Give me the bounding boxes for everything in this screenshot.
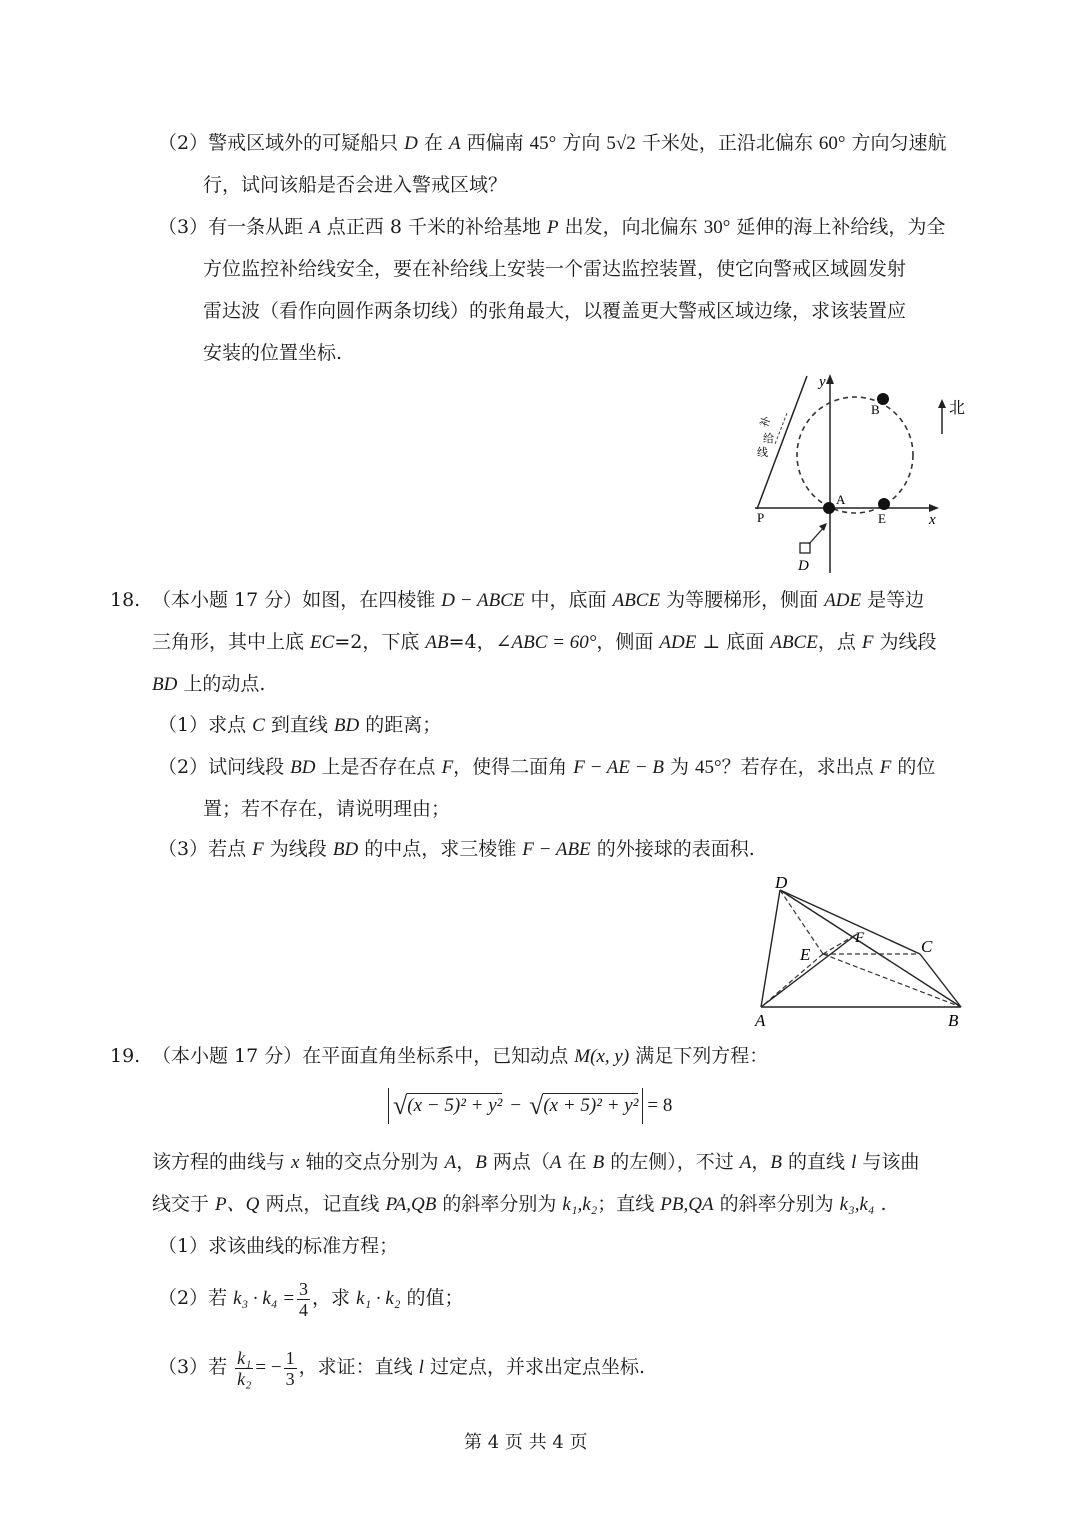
label-F: F: [855, 930, 865, 946]
text: 中，底面: [524, 589, 613, 611]
math-lines2: PB,QA: [660, 1194, 714, 1215]
text: 在: [417, 132, 449, 154]
text: （3）若: [158, 1356, 234, 1378]
math-B: B: [475, 1152, 487, 1173]
text: 为线段: [263, 838, 333, 860]
text: 上的动点.: [177, 673, 266, 695]
sqrt-sign: √: [529, 1091, 544, 1120]
math-A: A: [444, 1152, 457, 1173]
q17-part2-line1: [158, 130, 947, 157]
math-lines1: PA,QB: [385, 1194, 437, 1215]
math-k34: k₃,k₄: [839, 1194, 875, 1215]
math-face: ADE: [659, 632, 697, 653]
label-B: B: [948, 1011, 959, 1030]
text: 点正西 8 千米的补给基地: [320, 216, 547, 238]
abs-bar-right: [642, 1088, 643, 1124]
angle-60: 60°: [818, 133, 846, 154]
math-BD: BD: [152, 674, 178, 695]
text: （3）有一条从距: [158, 216, 310, 238]
text: 西偏南: [460, 132, 530, 154]
math-PQ: P、Q: [215, 1194, 260, 1215]
math-P: P: [547, 217, 559, 238]
page-footer: 第 4 页 共 4 页: [464, 1432, 588, 1453]
math-A: A: [309, 217, 321, 238]
sqrt-left: (x − 5)² + y²: [407, 1095, 503, 1116]
q18-figure: [745, 872, 975, 1032]
q19-line2: [152, 1149, 919, 1176]
math-F: F: [879, 757, 892, 778]
math-pyramid: D − ABCE: [441, 590, 525, 611]
math-x: x: [291, 1152, 300, 1173]
text: =2，下底: [334, 631, 426, 653]
math-l: l: [851, 1152, 857, 1173]
label-A: A: [836, 492, 846, 507]
q17-part3-line4: 安装的位置坐标.: [203, 342, 343, 364]
text: ，: [751, 1151, 771, 1173]
text: ，: [456, 1151, 476, 1173]
math-F: F: [441, 757, 454, 778]
angle-45: 45°: [695, 757, 722, 778]
fraction-1-3: [284, 1348, 297, 1389]
label-A: A: [755, 1011, 766, 1030]
text: 轴的交点分别为: [299, 1151, 445, 1173]
text: 的值；: [400, 1287, 464, 1309]
edge-EF: [823, 934, 857, 954]
text: 上是否存在点: [315, 756, 442, 778]
label-x: x: [929, 512, 936, 528]
frac-num: 3: [299, 1278, 309, 1299]
math-base: ABCE: [770, 632, 818, 653]
text: （3）若点: [158, 838, 253, 860]
math-F: F: [861, 632, 874, 653]
math-A: A: [448, 133, 461, 154]
text: 线交于: [152, 1193, 216, 1215]
edge-DA: [761, 890, 780, 1007]
label-B: B: [871, 402, 880, 417]
supply-char1: 补: [758, 414, 774, 430]
q18-line1: [152, 587, 924, 614]
text: （本小题 17 分）在平面直角坐标系中，已知动点: [152, 1045, 575, 1067]
label-D: D: [798, 558, 809, 574]
math-base: ABCE: [612, 590, 661, 611]
fraction-k1-k2: [235, 1348, 253, 1389]
math-A: A: [549, 1152, 562, 1173]
text: ，使得二面角: [453, 756, 574, 778]
text: 千米处，正沿北偏东: [635, 132, 819, 154]
text: （2）警戒区域外的可疑船只: [158, 132, 405, 154]
math-A: A: [739, 1152, 752, 1173]
text: 为等腰梯形，侧面: [660, 589, 825, 611]
math-dihedral: F − AE − B: [573, 757, 664, 778]
q18-line2: [152, 629, 937, 656]
q18-line3: [152, 671, 265, 698]
x-axis-arrow: [929, 504, 939, 512]
q19-sub1: （1）求该曲线的标准方程；: [158, 1235, 399, 1257]
math-k34: k₃ · k₄ =: [233, 1288, 296, 1309]
math-face: ADE: [824, 590, 862, 611]
supply-char3: 线: [757, 447, 768, 459]
q17-figure: [745, 368, 985, 578]
label-E: E: [878, 511, 886, 526]
q18-number: 18.: [110, 589, 141, 611]
text: 该方程的曲线与: [152, 1151, 292, 1173]
text: =4，: [448, 631, 496, 653]
frac-den: k₂: [237, 1368, 252, 1389]
math-M: M(x, y): [574, 1046, 630, 1067]
math-l: l: [418, 1357, 424, 1378]
q18-sub1: [158, 712, 441, 739]
text: 的直线: [782, 1151, 852, 1173]
text: 三角形，其中上底: [152, 631, 311, 653]
text: 的位: [891, 756, 936, 778]
frac-den: 4: [299, 1299, 309, 1320]
math-k12: k₁ · k₂: [356, 1288, 401, 1309]
text: 到直线: [264, 714, 334, 736]
text: （2）若: [158, 1287, 234, 1309]
q18-sub3: [158, 836, 755, 863]
label-C: C: [921, 937, 933, 956]
math-B: B: [592, 1152, 605, 1173]
text: 在: [561, 1151, 593, 1173]
frac-num: 1: [285, 1347, 295, 1368]
angle-45: 45°: [529, 133, 557, 154]
q19-sub2: [158, 1276, 463, 1320]
warning-circle: [797, 397, 913, 513]
text: 的斜率分别为: [436, 1193, 563, 1215]
distance: 5√2: [606, 133, 636, 154]
text: 的外接球的表面积.: [590, 838, 755, 860]
math-angle: ∠ABC = 60°: [495, 632, 597, 653]
math-BD: BD: [332, 839, 359, 860]
edge-CB: [920, 954, 961, 1007]
y-axis-arrow: [826, 374, 834, 384]
text: 与该曲: [856, 1151, 920, 1173]
supply-char2: 给: [763, 433, 774, 445]
q17-part2-line2: 行，试问该船是否会进入警戒区域？: [203, 174, 508, 196]
text: （本小题 17 分）如图，在四棱锥: [152, 589, 442, 611]
math-F: F: [252, 839, 264, 860]
text: ⊥ 底面: [696, 631, 771, 653]
q18-sub2-line2: 置；若不存在，请说明理由；: [203, 798, 451, 820]
math-EC: EC: [310, 632, 335, 653]
q19-line3: [152, 1191, 887, 1218]
q19-line1: [152, 1043, 768, 1070]
abs-bar-left: [388, 1088, 389, 1124]
label-E: E: [800, 945, 811, 964]
math-D: D: [404, 133, 418, 154]
text: 方向匀速航: [845, 132, 947, 154]
sqrt-sign: √: [393, 1091, 408, 1120]
text: 过定点，并求出定点坐标.: [423, 1356, 645, 1378]
math-k12: k₁,k₂: [562, 1194, 598, 1215]
text: 满足下列方程：: [629, 1045, 769, 1067]
text: 的距离；: [359, 714, 442, 736]
text: ？若存在，求出点: [721, 756, 880, 778]
frac-num: k₁: [237, 1347, 252, 1368]
point-A: [823, 502, 835, 514]
text: 为: [663, 756, 696, 778]
text: ，侧面: [596, 631, 660, 653]
text: （1）求点: [158, 714, 253, 736]
label-D: D: [775, 873, 788, 892]
text: ，求: [312, 1287, 357, 1309]
math-B: B: [770, 1152, 782, 1173]
text: 出发，向北偏东: [558, 216, 704, 238]
text: ；直线: [597, 1193, 661, 1215]
q19-sub3: [158, 1343, 645, 1391]
sqrt-right: (x + 5)² + y²: [543, 1095, 639, 1116]
text: （2）试问线段: [158, 756, 291, 778]
text: ，点: [817, 631, 862, 653]
q19-number: 19.: [110, 1045, 141, 1067]
text: ，求证：直线: [298, 1356, 419, 1378]
angle-30: 30°: [703, 217, 731, 238]
text: 两点（: [486, 1151, 550, 1173]
math-BD: BD: [333, 715, 360, 736]
ship-D: [800, 543, 810, 553]
q17-part3-line1: [158, 214, 945, 241]
q17-part3-line3: 雷达波（看作向圆作两条切线）的张角最大，以覆盖更大警戒区域边缘，求该装置应: [203, 300, 907, 322]
q17-part3-line2: 方位监控补给线安全，要在补给线上安装一个雷达监控装置，使它向警戒区域圆发射: [203, 258, 907, 280]
q19-equation: [388, 1088, 672, 1124]
fraction-3-4: [297, 1279, 310, 1320]
text: 延伸的海上补给线，为全: [730, 216, 946, 238]
math-AB: AB: [425, 632, 449, 653]
text: 为线段: [873, 631, 937, 653]
label-P: P: [757, 510, 765, 525]
point-E: [878, 498, 890, 510]
text: .: [874, 1193, 887, 1215]
math-BD: BD: [290, 757, 316, 778]
math-eq: = −: [255, 1357, 282, 1378]
text: 两点，记直线: [259, 1193, 386, 1215]
eq-result: = 8: [647, 1095, 673, 1116]
text: 方向: [556, 132, 607, 154]
label-north: 北: [949, 400, 966, 417]
q18-sub2-line1: [158, 754, 935, 781]
text: 的斜率分别为: [713, 1193, 840, 1215]
text: 的左侧），不过: [604, 1151, 740, 1173]
label-y: y: [819, 374, 826, 390]
text: 的中点，求三棱锥: [358, 838, 523, 860]
frac-den: 3: [285, 1368, 295, 1389]
math-pyramid: F − ABE: [522, 839, 591, 860]
math-C: C: [252, 715, 265, 736]
minus: −: [510, 1095, 522, 1116]
text: 是等边: [861, 589, 925, 611]
